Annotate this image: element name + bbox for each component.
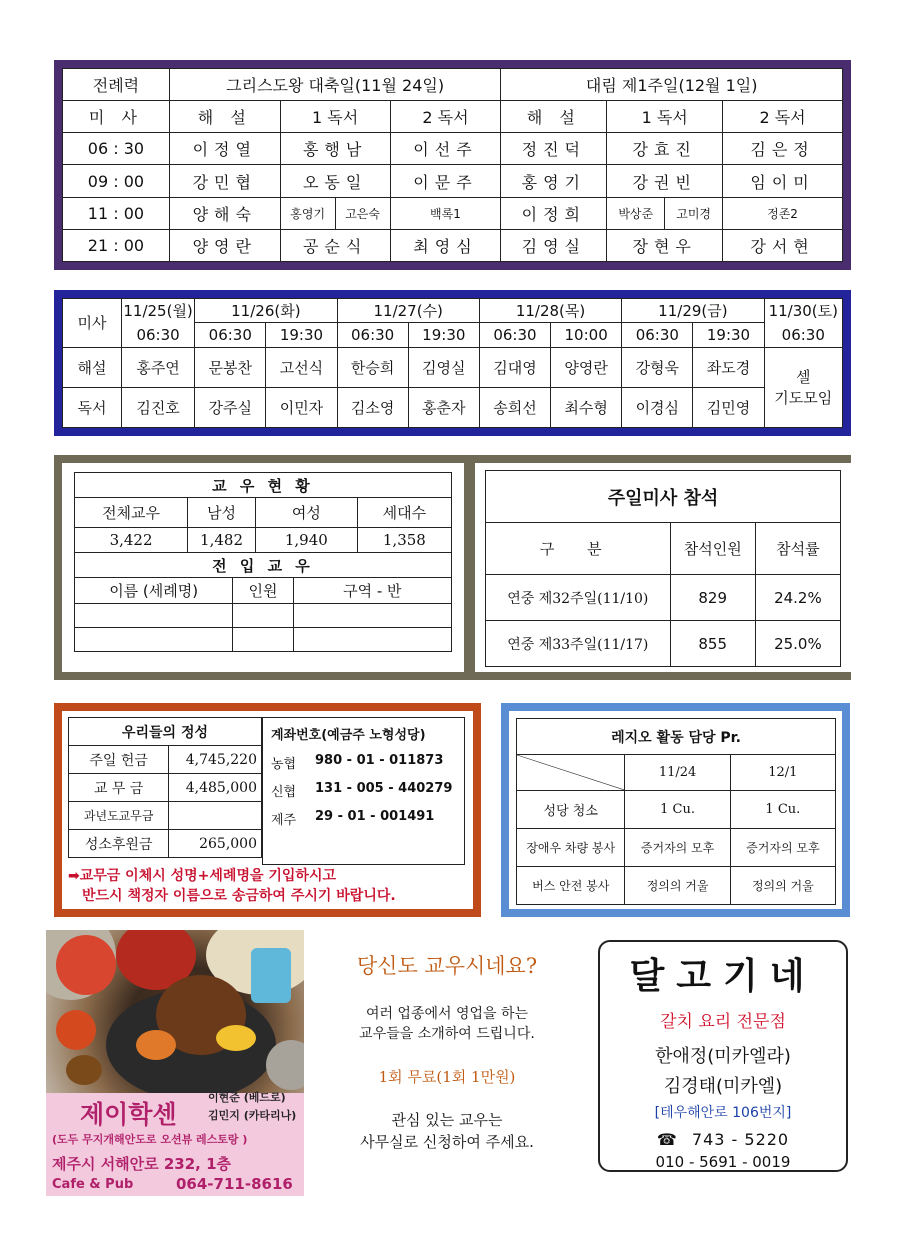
- table-row: [63, 347, 843, 387]
- members-header: 전체교우: [75, 498, 188, 528]
- reading2-header: 2 독서: [390, 101, 501, 133]
- cell-name: 홍영기: [501, 165, 607, 197]
- cell-name: 홍주연: [121, 347, 194, 387]
- feast1-title: 그리스도왕 대축일(11월 24일): [169, 69, 501, 101]
- liturgy-schedule-frame: [54, 60, 851, 270]
- bank-name: 신협: [271, 785, 297, 800]
- legio-title: 레지오 활동 담당 Pr.: [517, 719, 836, 755]
- cell-name: 임이미: [723, 165, 843, 197]
- mass-time: 19:30: [266, 323, 337, 347]
- liturgy-schedule-table: [62, 68, 843, 262]
- cell-name: 강권빈: [607, 165, 723, 197]
- cell-name: 고선식: [266, 347, 337, 387]
- fish-owner1: 한애정(미카엘라): [655, 1046, 791, 1067]
- account-title-bold: 계좌번호: [271, 728, 322, 743]
- legio-date: 11/24: [625, 755, 730, 791]
- cell-name: 김민영: [693, 387, 764, 427]
- restaurant-ad: [46, 930, 304, 1196]
- cell-name: 고미경: [665, 197, 723, 229]
- members-male: 1,482: [188, 528, 256, 553]
- bank-accounts-box: [262, 717, 465, 865]
- table-row: [486, 575, 841, 621]
- cell-name: 박상준: [607, 197, 665, 229]
- offering-value: [169, 802, 262, 830]
- promo-title: 당신도 교우시네요?: [356, 954, 538, 978]
- offering-value: 4,745,220: [169, 746, 262, 774]
- mass-label: 미 사: [63, 101, 170, 133]
- new-members-header: 인원: [233, 578, 293, 603]
- legio-duty: 성당 청소: [517, 791, 625, 829]
- commentary-header: 해 설: [501, 101, 607, 133]
- fish-restaurant-subtitle: 갈치 요리 전문점: [660, 1012, 786, 1032]
- cell-name: 강주실: [195, 387, 266, 427]
- table-row: [69, 830, 262, 858]
- legio-table: [516, 718, 836, 905]
- cell-name: 강효진: [607, 133, 723, 165]
- table-row: [69, 746, 262, 774]
- cell-name: 최수형: [551, 387, 622, 427]
- commentary-label: 해설: [63, 347, 122, 387]
- fish-phone2: 010 - 5691 - 0019: [655, 1153, 791, 1171]
- table-row: [63, 229, 843, 261]
- new-members-header: 이름 (세례명): [75, 578, 233, 603]
- restaurant-food-photo: [46, 930, 304, 1093]
- fish-phone1-row: [600, 1130, 846, 1149]
- cell-name: 한승희: [337, 347, 408, 387]
- offering-note: [68, 866, 473, 906]
- legio-assignee: 증거자의 모후: [730, 829, 835, 867]
- cell-name: 이정희: [501, 197, 607, 229]
- diagonal-line: [517, 755, 624, 790]
- cell-name: 오동일: [280, 165, 390, 197]
- day-header: 11/28(목): [479, 299, 621, 323]
- attendance-header: 구 분: [486, 523, 671, 575]
- restaurant-desc: (도두 무지개해안도로 오션뷰 레스토랑 ): [52, 1133, 248, 1146]
- weekday-schedule-table: [62, 298, 843, 428]
- saturday-cell-line1: 셀: [796, 368, 811, 387]
- reading1-header: 1 독서: [280, 101, 390, 133]
- diagonal-cell: [517, 755, 625, 791]
- offering-label: 교 무 금: [69, 774, 169, 802]
- mass-time: 06:30: [764, 323, 842, 347]
- restaurant-type: Cafe & Pub: [52, 1177, 134, 1192]
- cell-name: 김진호: [121, 387, 194, 427]
- table-row: [63, 387, 843, 427]
- members-header: 여성: [255, 498, 357, 528]
- attendance-count: 829: [670, 575, 755, 621]
- members-female: 1,940: [255, 528, 357, 553]
- cell-name: 장현우: [607, 229, 723, 261]
- cell-name: 좌도경: [693, 347, 764, 387]
- bank-name: 제주: [271, 813, 297, 828]
- cell-name: 양영란: [169, 229, 280, 261]
- cell-name: 김대영: [479, 347, 550, 387]
- liturgy-header-label: 전례력: [63, 69, 170, 101]
- restaurant-name: 제이학센: [80, 1100, 177, 1129]
- fish-owner2: 김경태(미카엘): [663, 1076, 783, 1097]
- table-row: [517, 829, 836, 867]
- cell-name: 이문주: [390, 165, 501, 197]
- table-row: [517, 791, 836, 829]
- mass-time: 06:30: [622, 323, 693, 347]
- cell-name: 공순식: [280, 229, 390, 261]
- account-number: 29 - 01 - 001491: [315, 809, 435, 824]
- cell-name: 김은정: [723, 133, 843, 165]
- restaurant-info-band: [46, 1093, 304, 1196]
- offering-frame: [54, 703, 481, 917]
- cell-name: 양해숙: [169, 197, 280, 229]
- new-members-header: 구역 - 반: [293, 578, 451, 603]
- phone-icon: ☎: [656, 1130, 678, 1149]
- mass-time: 11 : 00: [63, 197, 170, 229]
- fish-address: [테우해안로 106번지]: [654, 1105, 792, 1121]
- table-row: [517, 867, 836, 905]
- attendance-rate: 24.2%: [755, 575, 840, 621]
- attendance-count: 855: [670, 621, 755, 667]
- legio-assignee: 정의의 거울: [625, 867, 730, 905]
- day-header: 11/29(금): [622, 299, 764, 323]
- legio-assignee: 1 Cu.: [625, 791, 730, 829]
- attendance-week: 연중 제33주일(11/17): [486, 621, 671, 667]
- mass-time: 06 : 30: [63, 133, 170, 165]
- promo-line4: 사무실로 신청하여 주세요.: [360, 1133, 534, 1151]
- account-row: [271, 809, 456, 828]
- members-attendance-frame: [54, 455, 851, 680]
- members-header: 세대수: [357, 498, 451, 528]
- table-row: [63, 197, 843, 229]
- table-row: [75, 603, 452, 627]
- promo-price: 1회 무료(1회 1만원): [378, 1068, 516, 1086]
- members-title: 교 우 현 황: [75, 473, 452, 498]
- cell-name: 김영실: [501, 229, 607, 261]
- table-row: [75, 627, 452, 651]
- attendance-header: 참석률: [755, 523, 840, 575]
- cell-name: 김영실: [408, 347, 479, 387]
- cell-name: 이경심: [622, 387, 693, 427]
- weekday-mass-label: 미사: [63, 299, 122, 348]
- feast2-title: 대림 제1주일(12월 1일): [501, 69, 843, 101]
- cell-name: 백록1: [390, 197, 501, 229]
- restaurant-owner1: 이현준 (베드로): [208, 1091, 286, 1104]
- day-header: 11/25(월): [121, 299, 194, 323]
- legio-assignee: 정의의 거울: [730, 867, 835, 905]
- attendance-rate: 25.0%: [755, 621, 840, 667]
- offering-value: 4,485,000: [169, 774, 262, 802]
- cell-name: 강형욱: [622, 347, 693, 387]
- legio-assignee: 1 Cu.: [730, 791, 835, 829]
- members-header: 남성: [188, 498, 256, 528]
- commentary-header: 해 설: [169, 101, 280, 133]
- reading2-header: 2 독서: [723, 101, 843, 133]
- account-row: [271, 753, 456, 772]
- members-total: 3,422: [75, 528, 188, 553]
- new-members-table: [74, 578, 452, 652]
- account-number: 131 - 005 - 440279: [315, 781, 453, 796]
- restaurant-phone: 064-711-8616: [176, 1175, 293, 1193]
- cell-name: 문봉찬: [195, 347, 266, 387]
- reading1-header: 1 독서: [607, 101, 723, 133]
- account-title-rest: (예금주 노형성당): [321, 728, 426, 743]
- legio-duty: 장애우 차량 봉사: [517, 829, 625, 867]
- mass-time: 06:30: [479, 323, 550, 347]
- cell-name: 이선주: [390, 133, 501, 165]
- legio-date: 12/1: [730, 755, 835, 791]
- saturday-cell-line2: 기도모임: [774, 389, 833, 408]
- new-members-title: 전 입 교 우: [75, 553, 452, 578]
- mass-time: 10:00: [551, 323, 622, 347]
- cell-name: 김소영: [337, 387, 408, 427]
- saturday-cell-prayer: [764, 347, 842, 427]
- mass-time: 21 : 00: [63, 229, 170, 261]
- cell-name: 강민협: [169, 165, 280, 197]
- cell-name: 이정열: [169, 133, 280, 165]
- attendance-title: 주일미사 참석: [486, 471, 841, 523]
- cell-name: 홍영기: [280, 197, 335, 229]
- table-row: [63, 133, 843, 165]
- offering-title: 우리들의 정성: [69, 718, 262, 746]
- attendance-week: 연중 제32주일(11/10): [486, 575, 671, 621]
- account-number: 980 - 01 - 011873: [315, 753, 444, 768]
- promo-section: [314, 950, 580, 1190]
- cell-name: 고은숙: [335, 197, 390, 229]
- mass-time: 19:30: [408, 323, 479, 347]
- fish-restaurant-name: 달고기네: [629, 956, 817, 997]
- mass-time: 06:30: [337, 323, 408, 347]
- day-header: 11/30(토): [764, 299, 842, 323]
- legio-frame: [501, 703, 850, 917]
- attendance-card: [475, 463, 851, 672]
- cell-name: 강서현: [723, 229, 843, 261]
- cell-name: 정진덕: [501, 133, 607, 165]
- mass-time: 09 : 00: [63, 165, 170, 197]
- offering-note-line1: ➡교무금 이체시 성명+세례명을 기입하시고: [68, 868, 336, 884]
- cell-name: 홍행남: [280, 133, 390, 165]
- fish-phone1: 743 - 5220: [691, 1130, 790, 1149]
- table-row: [69, 774, 262, 802]
- reading-label: 독서: [63, 387, 122, 427]
- cell-name: 최영심: [390, 229, 501, 261]
- restaurant-address: 제주시 서해안로 232, 1층: [52, 1155, 232, 1173]
- members-table: [74, 472, 452, 578]
- legio-duty: 버스 안전 봉사: [517, 867, 625, 905]
- cell-name: 양영란: [551, 347, 622, 387]
- members-households: 1,358: [357, 528, 451, 553]
- mass-time: 06:30: [121, 323, 194, 347]
- promo-line3: 관심 있는 교우는: [391, 1111, 503, 1129]
- offering-table: [68, 717, 262, 858]
- attendance-header: 참석인원: [670, 523, 755, 575]
- offering-value: 265,000: [169, 830, 262, 858]
- bank-name: 농협: [271, 757, 297, 772]
- weekday-schedule-frame: [54, 290, 851, 436]
- legio-assignee: 증거자의 모후: [625, 829, 730, 867]
- account-title: [271, 724, 456, 743]
- table-row: [486, 621, 841, 667]
- cell-name: 송희선: [479, 387, 550, 427]
- offering-label: 과년도교무금: [69, 802, 169, 830]
- fish-restaurant-ad: [598, 940, 848, 1172]
- cell-name: 이민자: [266, 387, 337, 427]
- table-row: [69, 802, 262, 830]
- promo-line1: 여러 업종에서 영업을 하는: [365, 1006, 529, 1022]
- restaurant-owner2: 김민지 (카타리나): [208, 1109, 297, 1122]
- offering-label: 주일 헌금: [69, 746, 169, 774]
- cell-name: 홍춘자: [408, 387, 479, 427]
- offering-note-line2: 반드시 책정자 이름으로 송금하여 주시기 바랍니다.: [82, 888, 396, 904]
- promo-line2: 교우들을 소개하여 드립니다.: [359, 1026, 535, 1042]
- day-header: 11/26(화): [195, 299, 337, 323]
- attendance-table: [485, 470, 841, 667]
- mass-time: 19:30: [693, 323, 764, 347]
- mass-time: 06:30: [195, 323, 266, 347]
- cell-name: 정존2: [723, 197, 843, 229]
- account-row: [271, 781, 456, 800]
- offering-label: 성소후원금: [69, 830, 169, 858]
- table-row: [63, 165, 843, 197]
- members-card: [62, 463, 464, 672]
- day-header: 11/27(수): [337, 299, 479, 323]
